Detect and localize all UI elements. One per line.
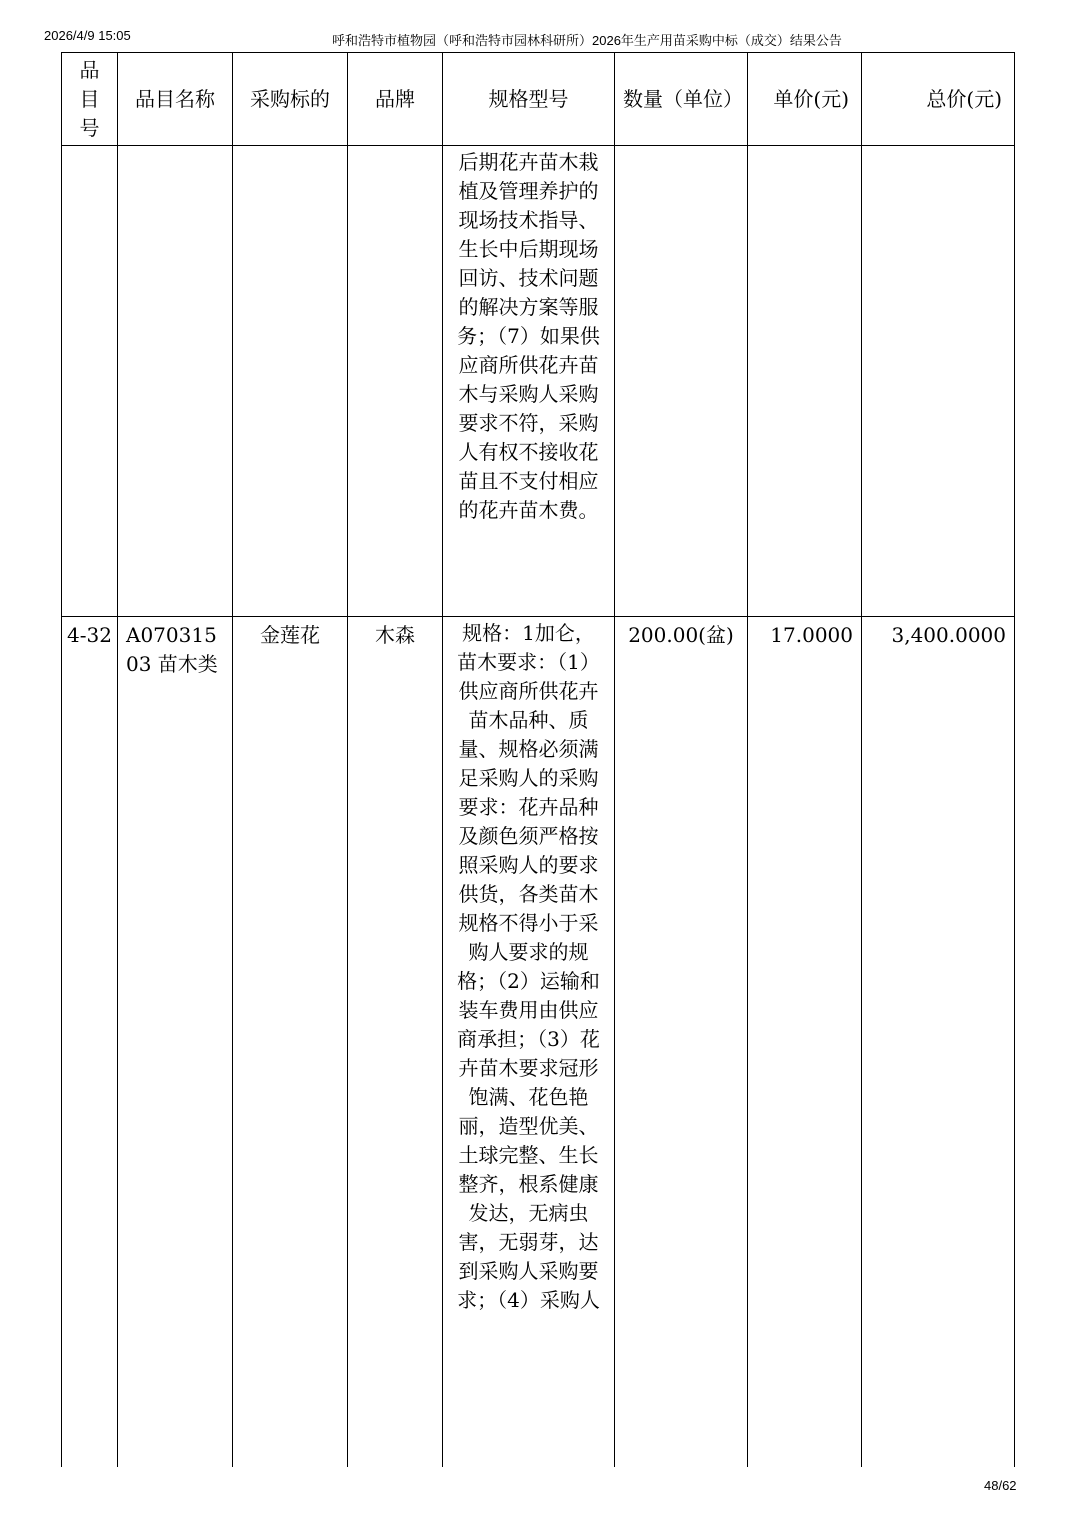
page-number: 48/62 — [984, 1478, 1017, 1493]
cell-unit-price: 17.0000 — [748, 617, 862, 1468]
col-header-unit-price: 单价(元) — [748, 53, 862, 146]
col-header-quantity: 数量（单位） — [615, 53, 748, 146]
cell-quantity: 200.00(盆) — [615, 617, 748, 1468]
cell-spec: 规格：1加仑，苗木要求：（1）供应商所供花卉苗木品种、质量、规格必须满足采购人的采购要求：花卉品种及颜色须严格按照采购人的要求供货，各类苗木规格不得小于采购人要求的规格；（2）运输和装车费用由供应商承担；（3）花卉苗木要求冠形饱满、花色艳丽，造型优美、土球完整、生长整齐，根系健康发达，无病虫害，无弱芽，达到采购人采购要求；（4）采购人 — [443, 617, 615, 1468]
cell-unit-price — [748, 146, 862, 617]
cell-brand — [348, 146, 443, 617]
col-header-item-no: 品目号 — [62, 53, 118, 146]
cell-target — [233, 146, 348, 617]
table-header-row — [62, 53, 1015, 146]
print-header — [0, 26, 1074, 46]
cell-total-price — [862, 146, 1015, 617]
document-title: 呼和浩特市植物园（呼和浩特市园林科研所）2026年生产用苗采购中标（成交）结果公告 — [332, 33, 842, 48]
cell-total-price: 3,400.0000 — [862, 617, 1015, 1468]
procurement-result-table — [61, 52, 1015, 1467]
cell-quantity — [615, 146, 748, 617]
cell-item-no — [62, 146, 118, 617]
cell-target: 金莲花 — [233, 617, 348, 1468]
cell-spec: 后期花卉苗木栽植及管理养护的现场技术指导、生长中后期现场回访、技术问题的解决方案等服务；（7）如果供应商所供花卉苗木与采购人采购要求不符，采购人有权不接收花苗且不支付相应的花卉苗木费。 — [443, 146, 615, 617]
table-row — [62, 617, 1015, 1468]
cell-item-no: 4-32 — [62, 617, 118, 1468]
col-header-target: 采购标的 — [233, 53, 348, 146]
cell-item-name: A07031503 苗木类 — [118, 617, 233, 1468]
col-header-item-name: 品目名称 — [118, 53, 233, 146]
cell-brand: 木森 — [348, 617, 443, 1468]
cell-item-name — [118, 146, 233, 617]
col-header-total-price: 总价(元) — [862, 53, 1015, 146]
table-row — [62, 146, 1015, 617]
col-header-spec: 规格型号 — [443, 53, 615, 146]
col-header-brand: 品牌 — [348, 53, 443, 146]
print-datetime: 2026/4/9 15:05 — [44, 28, 131, 43]
